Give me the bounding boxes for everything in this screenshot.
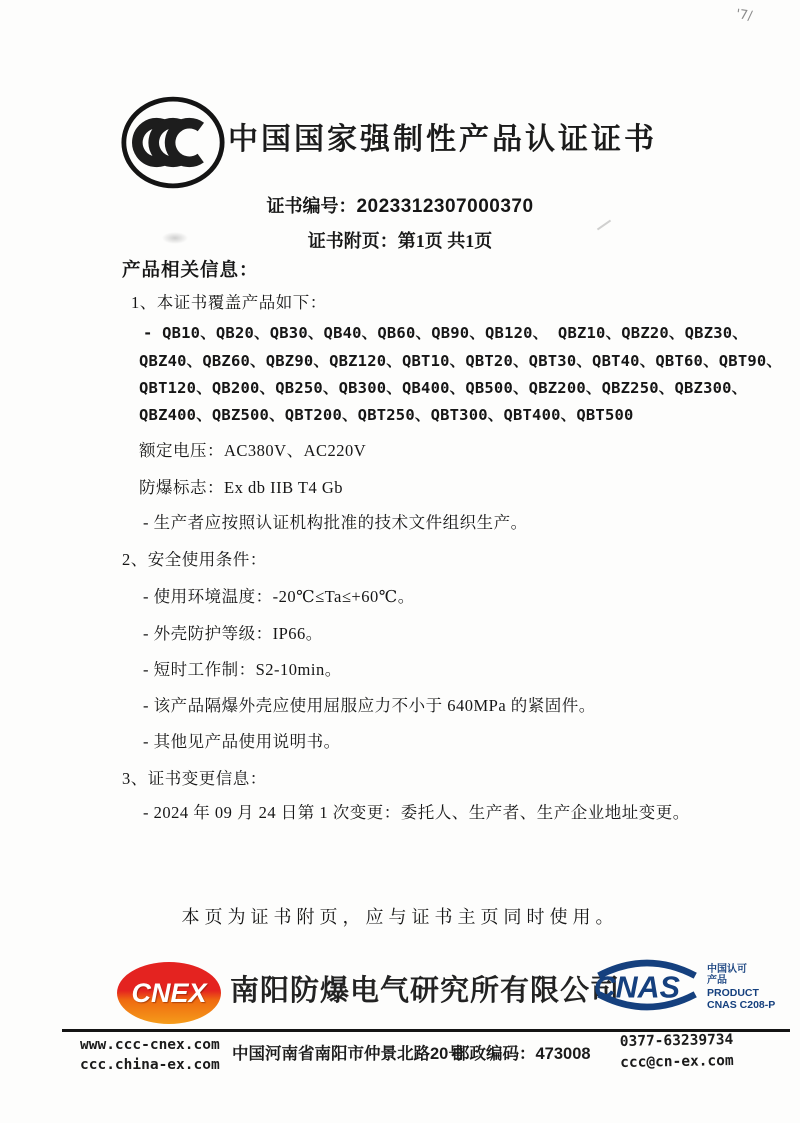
safety-line-duty: - 短时工作制：S2-10min。 — [143, 660, 342, 679]
footer-email: ccc@cn-ex.com — [620, 1053, 734, 1071]
footer-postal-code: 邮政编码：473008 — [453, 1045, 591, 1063]
product-list-line: - QB10、QB20、QB30、QB40、QB60、QB90、QB120、 QBZ10、QBZ20、QBZ30、 — [143, 324, 748, 342]
document-title: 中国国家强制性产品认证证书 — [228, 123, 657, 156]
safety-line-manual: - 其他见产品使用说明书。 — [143, 732, 341, 751]
item3-heading: 3、证书变更信息： — [122, 769, 267, 788]
handwritten-corner-mark: '7/ — [735, 6, 754, 25]
attachment-usage-note: 本页为证书附页，应与证书主页同时使用。 — [181, 907, 619, 927]
certificate-number-line — [0, 192, 800, 218]
certificate-number-label: 证书编号： — [266, 196, 357, 216]
cnas-mark — [592, 956, 775, 1019]
cnas-caption-line: CNAS C208-P — [707, 999, 776, 1011]
cnas-caption-line: 产品 — [707, 975, 727, 987]
footer-contact — [620, 1030, 734, 1074]
safety-line-ip: - 外壳防护等级：IP66。 — [143, 624, 323, 643]
cnas-caption — [707, 964, 775, 1011]
ex-marking-line: 防爆标志：Ex db IIB T4 Gb — [139, 478, 344, 497]
section-heading-product-info: 产品相关信息： — [122, 261, 259, 281]
rated-voltage-line: 额定电压：AC380V、AC220V — [139, 441, 367, 460]
cnas-caption-line: 中国认可 — [707, 963, 747, 975]
issuer-company-name: 南阳防爆电气研究所有限公司 — [230, 975, 621, 1007]
ccc-mark-icon — [120, 94, 226, 196]
footer-website-1: www.ccc-cnex.com — [80, 1037, 220, 1053]
attachment-value: 第1页 共1页 — [397, 231, 493, 251]
cnas-logo-icon — [592, 956, 702, 1019]
item1-heading: 1、本证书覆盖产品如下： — [131, 293, 327, 312]
cnas-caption-line: PRODUCT — [707, 986, 759, 999]
product-list-line: QBT120、QB200、QB250、QB300、QB400、QB500、QBZ200、QBZ250、QBZ300、 — [139, 379, 748, 397]
change-record-line: - 2024 年 09 月 24 日第 1 次变更：委托人、生产者、生产企业地址变更。 — [143, 803, 690, 822]
product-list-line: QBZ400、QBZ500、QBT200、QBT250、QBT300、QBT400、QBT500 — [139, 406, 634, 424]
attachment-label: 证书附页： — [307, 231, 398, 251]
safety-line-fasteners: - 该产品隔爆外壳应使用屈服应力不小于 640MPa 的紧固件。 — [143, 696, 596, 715]
footer-websites — [80, 1035, 220, 1075]
certificate-attachment-line — [0, 227, 800, 253]
footer-address: 中国河南省南阳市仲景北路20号 — [232, 1045, 465, 1063]
item2-heading: 2、安全使用条件： — [122, 550, 267, 569]
cnex-logo-text: CNEX — [131, 977, 207, 1008]
cnex-logo — [117, 962, 221, 1024]
footer-phone: 0377-63239734 — [619, 1032, 734, 1050]
svg-text:CNAS: CNAS — [593, 970, 680, 1005]
producer-note-line: - 生产者应按照认证机构批准的技术文件组织生产。 — [143, 513, 528, 532]
certificate-number-value: 2023312307000370 — [356, 196, 534, 217]
product-list-line: QBZ40、QBZ60、QBZ90、QBZ120、QBT10、QBT20、QBT30、QBT40、QBT60、QBT90、 — [139, 352, 783, 370]
footer-website-2: ccc.china-ex.com — [80, 1057, 220, 1073]
safety-line-temperature: - 使用环境温度：-20℃≤Ta≤+60℃。 — [143, 587, 415, 606]
